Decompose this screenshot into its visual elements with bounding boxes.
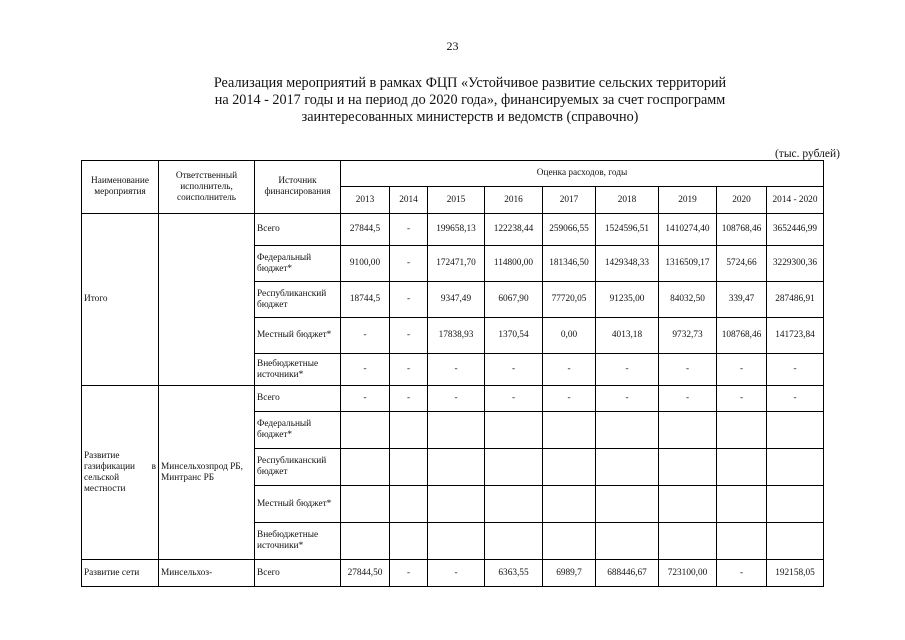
- funding-source-cell: Всего: [255, 214, 341, 246]
- value-cell: 114800,00: [485, 246, 543, 282]
- value-cell: [390, 486, 428, 523]
- value-cell: 1370,54: [485, 318, 543, 354]
- value-cell: [428, 412, 485, 449]
- value-cell: -: [428, 560, 485, 587]
- header-year: 2016: [485, 187, 543, 214]
- value-cell: -: [341, 354, 390, 386]
- value-cell: -: [390, 282, 428, 318]
- value-cell: [485, 523, 543, 560]
- value-cell: [659, 412, 717, 449]
- value-cell: [596, 449, 659, 486]
- value-cell: 6989,7: [543, 560, 596, 587]
- title-line: заинтересованных министерств и ведомств (справочно): [301, 109, 639, 125]
- header-source: Источник финансирования: [255, 161, 341, 214]
- value-cell: 6067,90: [485, 282, 543, 318]
- value-cell: [717, 486, 767, 523]
- value-cell: -: [767, 386, 824, 412]
- value-cell: [659, 523, 717, 560]
- funding-source-cell: Республиканский бюджет: [255, 449, 341, 486]
- value-cell: -: [767, 354, 824, 386]
- value-cell: -: [390, 214, 428, 246]
- header-year: 2018: [596, 187, 659, 214]
- value-cell: [659, 486, 717, 523]
- value-cell: 108768,46: [717, 318, 767, 354]
- value-cell: [485, 486, 543, 523]
- value-cell: [717, 449, 767, 486]
- value-cell: -: [390, 560, 428, 587]
- value-cell: 141723,84: [767, 318, 824, 354]
- executor-cell: Минсельхоз-: [159, 560, 255, 587]
- value-cell: [428, 523, 485, 560]
- header-year: 2019: [659, 187, 717, 214]
- value-cell: -: [543, 386, 596, 412]
- value-cell: -: [659, 386, 717, 412]
- value-cell: [543, 412, 596, 449]
- value-cell: 27844,5: [341, 214, 390, 246]
- value-cell: [767, 523, 824, 560]
- header-estimate: Оценка расходов, годы: [341, 161, 824, 187]
- value-cell: -: [428, 354, 485, 386]
- header-year: 2020: [717, 187, 767, 214]
- value-cell: [341, 449, 390, 486]
- funding-source-cell: Внебюджетные источники*: [255, 523, 341, 560]
- value-cell: [543, 486, 596, 523]
- value-cell: 688446,67: [596, 560, 659, 587]
- value-cell: 108768,46: [717, 214, 767, 246]
- value-cell: 27844,50: [341, 560, 390, 587]
- funding-source-cell: Всего: [255, 386, 341, 412]
- value-cell: 9347,49: [428, 282, 485, 318]
- value-cell: [659, 449, 717, 486]
- value-cell: -: [485, 386, 543, 412]
- value-cell: -: [390, 386, 428, 412]
- activity-name-cell: Развитие сети: [82, 560, 159, 587]
- value-cell: [390, 449, 428, 486]
- value-cell: 199658,13: [428, 214, 485, 246]
- header-year: 2014: [390, 187, 428, 214]
- value-cell: 5724,66: [717, 246, 767, 282]
- value-cell: -: [717, 354, 767, 386]
- value-cell: [485, 449, 543, 486]
- value-cell: 259066,55: [543, 214, 596, 246]
- funding-source-cell: Местный бюджет*: [255, 486, 341, 523]
- value-cell: -: [543, 354, 596, 386]
- value-cell: 9732,73: [659, 318, 717, 354]
- title-line: на 2014 - 2017 годы и на период до 2020 года», финансируемых за счет госпрограмм: [214, 92, 726, 108]
- table-row: [82, 214, 824, 246]
- value-cell: 1410274,40: [659, 214, 717, 246]
- value-cell: [428, 486, 485, 523]
- table-row: [82, 560, 824, 587]
- value-cell: [341, 523, 390, 560]
- header-year: 2013: [341, 187, 390, 214]
- value-cell: [767, 486, 824, 523]
- value-cell: [717, 523, 767, 560]
- value-cell: -: [341, 386, 390, 412]
- value-cell: 3652446,99: [767, 214, 824, 246]
- activity-name-cell: Развитие газификации в сельской местности: [82, 386, 159, 560]
- value-cell: -: [390, 246, 428, 282]
- value-cell: [543, 449, 596, 486]
- value-cell: 172471,70: [428, 246, 485, 282]
- value-cell: [390, 412, 428, 449]
- value-cell: 84032,50: [659, 282, 717, 318]
- executor-cell: Минсельхозпрод РБ, Минтранс РБ: [159, 386, 255, 560]
- value-cell: 77720,05: [543, 282, 596, 318]
- value-cell: 0,00: [543, 318, 596, 354]
- funding-source-cell: Местный бюджет*: [255, 318, 341, 354]
- value-cell: 1524596,51: [596, 214, 659, 246]
- header-name: Наименование мероприятия: [82, 161, 159, 214]
- value-cell: 723100,00: [659, 560, 717, 587]
- activity-name-cell: Итого: [82, 214, 159, 386]
- funding-source-cell: Всего: [255, 560, 341, 587]
- title-line: Реализация мероприятий в рамках ФЦП «Устойчивое развитие сельских территорий: [213, 75, 727, 91]
- value-cell: 181346,50: [543, 246, 596, 282]
- expenses-table: [81, 160, 824, 587]
- executor-cell: [159, 214, 255, 386]
- value-cell: 339,47: [717, 282, 767, 318]
- value-cell: [596, 523, 659, 560]
- value-cell: 3229300,36: [767, 246, 824, 282]
- header-year: 2015: [428, 187, 485, 214]
- value-cell: -: [390, 354, 428, 386]
- units-label: (тыс. рублей): [774, 148, 840, 160]
- table-row: [82, 386, 824, 412]
- value-cell: [341, 412, 390, 449]
- funding-source-cell: Республиканский бюджет: [255, 282, 341, 318]
- value-cell: 192158,05: [767, 560, 824, 587]
- header-year: 2017: [543, 187, 596, 214]
- value-cell: -: [485, 354, 543, 386]
- value-cell: -: [717, 560, 767, 587]
- value-cell: -: [659, 354, 717, 386]
- value-cell: 6363,55: [485, 560, 543, 587]
- value-cell: 4013,18: [596, 318, 659, 354]
- value-cell: 9100,00: [341, 246, 390, 282]
- funding-source-cell: Федеральный бюджет*: [255, 412, 341, 449]
- value-cell: -: [428, 386, 485, 412]
- value-cell: [485, 412, 543, 449]
- value-cell: [596, 412, 659, 449]
- value-cell: 17838,93: [428, 318, 485, 354]
- document-title: [150, 75, 790, 126]
- value-cell: [596, 486, 659, 523]
- value-cell: [767, 449, 824, 486]
- value-cell: -: [596, 386, 659, 412]
- value-cell: -: [596, 354, 659, 386]
- header-row: [82, 161, 824, 187]
- value-cell: 287486,91: [767, 282, 824, 318]
- value-cell: [767, 412, 824, 449]
- value-cell: -: [390, 318, 428, 354]
- funding-source-cell: Федеральный бюджет*: [255, 246, 341, 282]
- header-executor: Ответственный исполнитель, соисполнитель: [159, 161, 255, 214]
- header-year: 2014 - 2020: [767, 187, 824, 214]
- funding-source-cell: Внебюджетные источники*: [255, 354, 341, 386]
- value-cell: [717, 412, 767, 449]
- value-cell: 122238,44: [485, 214, 543, 246]
- value-cell: [341, 486, 390, 523]
- value-cell: 91235,00: [596, 282, 659, 318]
- value-cell: 1316509,17: [659, 246, 717, 282]
- value-cell: [428, 449, 485, 486]
- value-cell: 18744,5: [341, 282, 390, 318]
- value-cell: -: [341, 318, 390, 354]
- value-cell: -: [717, 386, 767, 412]
- value-cell: [543, 523, 596, 560]
- value-cell: [390, 523, 428, 560]
- page-number: 23: [446, 39, 459, 53]
- value-cell: 1429348,33: [596, 246, 659, 282]
